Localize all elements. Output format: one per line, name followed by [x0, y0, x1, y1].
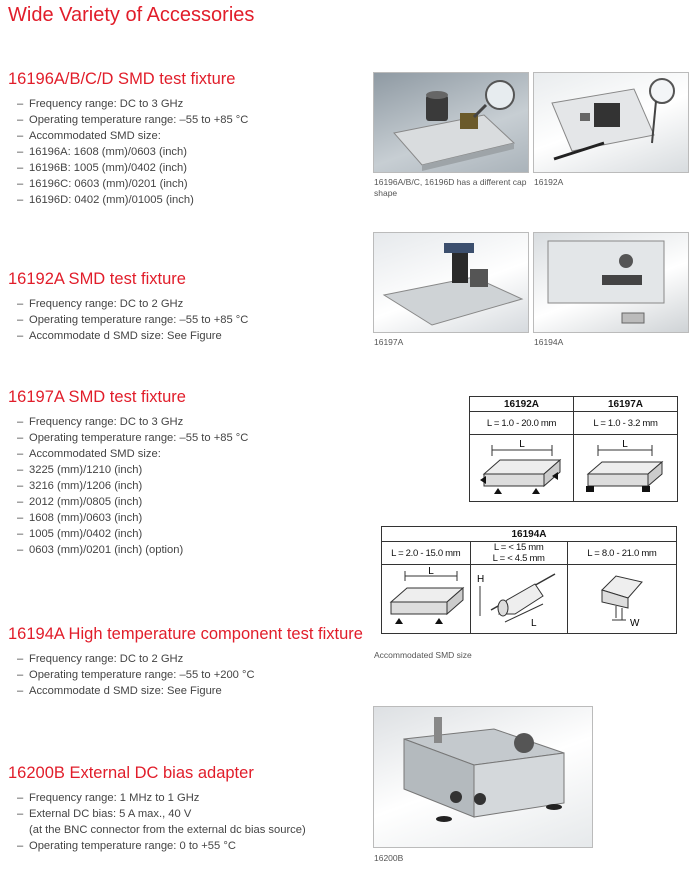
diagram-16197a	[574, 435, 678, 502]
dim-label: W	[629, 617, 640, 629]
list-item: – Frequency range: 1 MHz to 1 GHz	[17, 790, 306, 806]
section-heading-16196: 16196A/B/C/D SMD test fixture	[8, 70, 236, 88]
caption-16192a: 16192A	[534, 177, 564, 187]
list-item: – Frequency range: DC to 2 GHz	[17, 296, 248, 312]
range-16194a-b-length: L = < 15 mm	[493, 542, 544, 553]
list-item: – External DC bias: 5 A max., 40 V	[17, 806, 306, 822]
caption-16196: 16196A/B/C, 16196D has a different cap shape	[374, 177, 527, 198]
list-item: – 1005 (mm)/0402 (inch)	[17, 526, 248, 542]
range-16194a-a: L = 2.0 - 15.0 mm	[382, 542, 471, 565]
list-item: – Operating temperature range: –55 to +85 °C	[17, 312, 248, 328]
caption-smd-size: Accommodated SMD size	[374, 650, 472, 660]
list-item: – Accommodate d SMD size: See Figure	[17, 328, 248, 344]
diagram-16192a	[470, 435, 574, 502]
fixture-16192a-photo	[533, 72, 689, 173]
dim-label: L	[621, 438, 628, 450]
diagram-16194a-radial	[567, 565, 676, 634]
list-item: – 16196A: 1608 (mm)/0603 (inch)	[17, 144, 248, 160]
list-item: – 16196D: 0402 (mm)/01005 (inch)	[17, 192, 248, 208]
list-item: – 0603 (mm)/0201 (inch) (option)	[17, 542, 248, 558]
smd-size-table-top	[469, 396, 678, 502]
list-item: – 16196B: 1005 (mm)/0402 (inch)	[17, 160, 248, 176]
fixture-16194a-photo	[533, 232, 689, 333]
range-16194a-c: L = 8.0 - 21.0 mm	[567, 542, 676, 565]
list-item: – 3216 (mm)/1206 (inch)	[17, 478, 248, 494]
section-list-16196	[17, 96, 248, 208]
list-item-continuation: (at the BNC connector from the external dc bias source)	[29, 824, 306, 836]
dim-label: L	[518, 438, 525, 450]
list-item: – 3225 (mm)/1210 (inch)	[17, 462, 248, 478]
list-item: – Accommodate d SMD size: See Figure	[17, 683, 255, 699]
section-list-16197a	[17, 414, 248, 558]
list-item: – Frequency range: DC to 3 GHz	[17, 414, 248, 430]
list-item: – Accommodated SMD size:	[17, 446, 248, 462]
section-heading-16194a: 16194A High temperature component test fixture	[8, 625, 363, 643]
smd-size-table-bottom	[381, 526, 677, 634]
list-item: – 2012 (mm)/0805 (inch)	[17, 494, 248, 510]
fixture-16196-photo	[373, 72, 529, 173]
section-heading-16200b: 16200B External DC bias adapter	[8, 764, 254, 782]
dim-label: L	[427, 565, 434, 577]
list-item: – Operating temperature range: 0 to +55 °C	[17, 838, 306, 854]
adapter-16200b-photo	[373, 706, 593, 848]
range-16194a-b	[470, 542, 567, 565]
dim-label: L	[530, 617, 537, 629]
caption-16194a: 16194A	[534, 337, 564, 347]
range-16197a: L = 1.0 - 3.2 mm	[574, 412, 678, 435]
list-item: – Accommodated SMD size:	[17, 128, 248, 144]
header-16194a: 16194A	[382, 527, 677, 542]
list-item: – Operating temperature range: –55 to +85 °C	[17, 430, 248, 446]
fixture-16197a-photo	[373, 232, 529, 333]
caption-16197a: 16197A	[374, 337, 404, 347]
range-16192a: L = 1.0 - 20.0 mm	[470, 412, 574, 435]
list-item: – Operating temperature range: –55 to +200 °C	[17, 667, 255, 683]
section-list-16194a	[17, 651, 255, 699]
section-heading-16197a: 16197A SMD test fixture	[8, 388, 186, 406]
section-list-16192a	[17, 296, 248, 344]
list-item: – Operating temperature range: –55 to +85 °C	[17, 112, 248, 128]
diagram-16194a-axial	[470, 565, 567, 634]
list-item: – 1608 (mm)/0603 (inch)	[17, 510, 248, 526]
list-item: – Frequency range: DC to 2 GHz	[17, 651, 255, 667]
caption-16200b: 16200B	[374, 853, 404, 863]
list-item: – 16196C: 0603 (mm)/0201 (inch)	[17, 176, 248, 192]
header-16192a: 16192A	[470, 397, 574, 412]
dim-label: H	[476, 573, 484, 585]
diagram-16194a-chip	[382, 565, 471, 634]
range-16194a-b-height: L = < 4.5 mm	[492, 553, 545, 564]
list-item: – Frequency range: DC to 3 GHz	[17, 96, 248, 112]
header-16197a: 16197A	[574, 397, 678, 412]
section-list-16200b	[17, 790, 306, 854]
section-heading-16192a: 16192A SMD test fixture	[8, 270, 186, 288]
page-title: Wide Variety of Accessories	[8, 4, 255, 26]
